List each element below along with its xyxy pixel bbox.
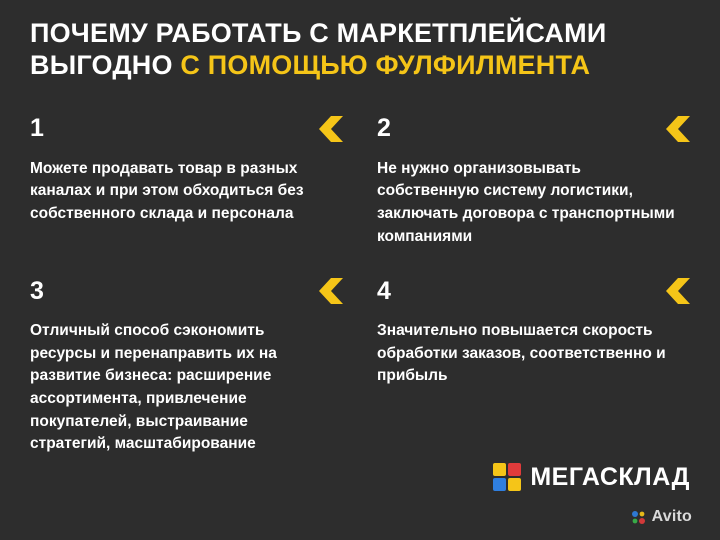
megasklad-logo-icon — [492, 462, 522, 492]
chevron-left-icon — [309, 276, 343, 306]
benefit-item-3-text: Отличный способ сэкономить ресурсы и перенаправить их на развитие бизнеса: расширение ассортимента, привлечение покупателей, выстраивание стратегий, масштабирование — [30, 322, 277, 453]
chevron-left-icon — [309, 114, 343, 144]
benefit-item-2 — [377, 104, 690, 249]
avito-watermark-text: Avito — [651, 508, 692, 525]
benefit-item-3-head — [30, 274, 343, 308]
brand-logo — [492, 462, 690, 492]
benefit-item-4-head — [377, 274, 690, 308]
benefit-item-3 — [30, 248, 343, 456]
benefit-item-2-number: 2 — [377, 114, 391, 143]
headline-line-2-accent: С ПОМОЩЬЮ ФУЛФИЛМЕНТА — [180, 49, 591, 80]
benefit-item-3-number: 3 — [30, 276, 44, 305]
brand-logo-text: МЕГАСКЛАД — [530, 462, 690, 491]
benefit-item-4-number: 4 — [377, 276, 391, 305]
headline-line-2-plain: ВЫГОДНО — [30, 49, 181, 80]
chevron-left-icon — [656, 114, 690, 144]
headline-line-1: ПОЧЕМУ РАБОТАТЬ С МАРКЕТПЛЕЙСАМИ — [30, 18, 607, 48]
benefit-item-4-text: Значительно повышается скорость обработки заказов, соответственно и прибыль — [377, 322, 666, 385]
chevron-left-icon — [656, 276, 690, 306]
avito-watermark — [631, 508, 692, 526]
benefit-item-1-number: 1 — [30, 114, 44, 143]
benefit-item-2-head — [377, 112, 690, 146]
benefit-item-1-text: Можете продавать товар в разных каналах и при этом обходиться без собственного склада и персонала — [30, 159, 304, 222]
avito-logo-icon — [631, 510, 646, 525]
benefit-item-1 — [30, 104, 343, 249]
benefits-grid — [30, 104, 690, 456]
benefit-item-1-head — [30, 112, 343, 146]
page-title — [30, 18, 690, 82]
benefit-item-2-text: Не нужно организовывать собственную систему логистики, заключать договора с транспортными компаниями — [377, 159, 675, 245]
benefit-item-4 — [377, 248, 690, 456]
